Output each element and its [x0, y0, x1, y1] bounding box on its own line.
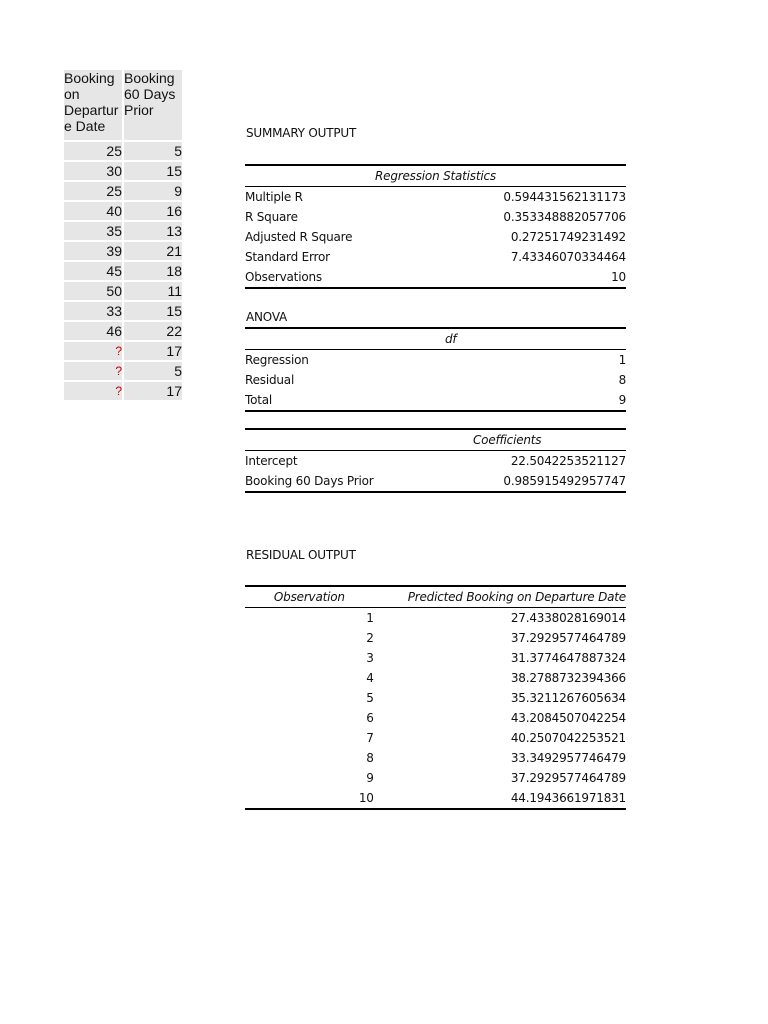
table-row	[245, 390, 626, 411]
table-row	[64, 242, 182, 262]
anova-label[interactable]: Regression	[245, 353, 309, 367]
regression-statistics-header[interactable]: Regression Statistics	[245, 165, 626, 187]
observation-number[interactable]: 3	[366, 651, 374, 665]
stat-value[interactable]: 10	[423, 267, 626, 288]
table-row	[245, 708, 626, 728]
observation-number[interactable]: 6	[366, 711, 374, 725]
observation-number[interactable]: 8	[366, 751, 374, 765]
residual-output-table	[245, 585, 626, 810]
cell-departure-unknown[interactable]: ?	[64, 362, 122, 382]
cell-prior[interactable]: 16	[122, 202, 182, 222]
observation-number[interactable]: 5	[366, 691, 374, 705]
anova-header-row	[245, 328, 626, 350]
coefficients-table	[245, 428, 626, 493]
table-row	[245, 350, 626, 371]
anova-header-df[interactable]: df	[445, 328, 626, 350]
regression-statistics-header-row	[245, 165, 626, 187]
table-row	[64, 362, 182, 382]
cell-prior[interactable]: 22	[122, 322, 182, 342]
observation-number[interactable]: 4	[366, 671, 374, 685]
anova-value[interactable]: 9	[445, 390, 626, 411]
coefficient-label[interactable]: Booking 60 Days Prior	[245, 471, 445, 492]
predicted-value[interactable]: 37.2929577464789	[510, 771, 626, 785]
cell-prior[interactable]: 13	[122, 222, 182, 242]
table-row	[245, 267, 626, 288]
table-row	[245, 648, 626, 668]
predicted-value[interactable]: 33.3492957746479	[510, 751, 626, 765]
table-row	[245, 247, 626, 267]
booking-data-table	[64, 70, 182, 402]
summary-output-title: SUMMARY OUTPUT	[246, 126, 357, 140]
stat-label[interactable]: Adjusted R Square	[245, 230, 353, 244]
predicted-value[interactable]: 38.2788732394366	[510, 671, 626, 685]
cell-departure-unknown[interactable]: ?	[64, 382, 122, 402]
observation-number[interactable]: 2	[366, 631, 374, 645]
predicted-header[interactable]: Predicted Booking on Departure Date	[374, 586, 626, 608]
cell-departure[interactable]: 35	[64, 222, 122, 242]
table-row	[64, 382, 182, 402]
coefficients-header[interactable]: Coefficients	[445, 429, 626, 451]
table-row	[245, 451, 626, 472]
anova-header-blank[interactable]	[245, 328, 445, 350]
coefficient-value[interactable]: 22.5042253521127	[510, 454, 626, 468]
anova-value[interactable]: 1	[618, 353, 626, 367]
observation-number[interactable]: 10	[245, 788, 374, 809]
booking-table-header-row	[64, 70, 182, 142]
observation-number[interactable]: 9	[366, 771, 374, 785]
cell-departure[interactable]: 25	[64, 142, 122, 162]
predicted-value[interactable]: 27.4338028169014	[510, 611, 626, 625]
regression-statistics-table	[245, 164, 626, 289]
anova-label[interactable]: Total	[245, 390, 445, 411]
cell-prior[interactable]: 15	[122, 302, 182, 322]
table-row	[245, 187, 626, 208]
cell-prior[interactable]: 17	[122, 342, 182, 362]
cell-prior[interactable]: 5	[122, 362, 182, 382]
observation-header[interactable]: Observation	[245, 586, 374, 608]
stat-value[interactable]: 0.27251749231492	[510, 230, 626, 244]
table-row	[245, 788, 626, 809]
observation-number[interactable]: 7	[366, 731, 374, 745]
table-row	[64, 302, 182, 322]
observation-number[interactable]: 1	[366, 611, 374, 625]
cell-departure[interactable]: 33	[64, 302, 122, 322]
anova-value[interactable]: 8	[618, 373, 626, 387]
predicted-value[interactable]: 40.2507042253521	[510, 731, 626, 745]
coefficient-value[interactable]: 0.985915492957747	[445, 471, 626, 492]
cell-prior[interactable]: 5	[122, 142, 182, 162]
cell-departure[interactable]: 30	[64, 162, 122, 182]
table-row	[245, 207, 626, 227]
table-row	[245, 370, 626, 390]
stat-label[interactable]: R Square	[245, 210, 298, 224]
anova-title: ANOVA	[246, 310, 288, 324]
residual-header-row	[245, 586, 626, 608]
predicted-value[interactable]: 43.2084507042254	[510, 711, 626, 725]
table-row	[64, 162, 182, 182]
cell-departure[interactable]: 25	[64, 182, 122, 202]
cell-prior[interactable]: 15	[122, 162, 182, 182]
stat-label[interactable]: Multiple R	[245, 190, 303, 204]
stat-value[interactable]: 7.43346070334464	[510, 250, 626, 264]
stat-value[interactable]: 0.594431562131173	[503, 190, 626, 204]
predicted-value[interactable]: 31.3774647887324	[510, 651, 626, 665]
table-row	[64, 262, 182, 282]
stat-value[interactable]: 0.353348882057706	[503, 210, 626, 224]
table-row	[245, 471, 626, 492]
coefficients-header-blank[interactable]	[245, 429, 445, 451]
stat-label[interactable]: Observations	[245, 267, 423, 288]
anova-label[interactable]: Residual	[245, 373, 295, 387]
table-row	[64, 222, 182, 242]
cell-departure[interactable]: 40	[64, 202, 122, 222]
table-row	[245, 688, 626, 708]
table-row	[245, 668, 626, 688]
cell-prior[interactable]: 9	[122, 182, 182, 202]
cell-departure-unknown[interactable]: ?	[64, 342, 122, 362]
cell-departure[interactable]: 46	[64, 322, 122, 342]
table-row	[245, 227, 626, 247]
predicted-value[interactable]: 35.3211267605634	[510, 691, 626, 705]
header-booking-60-days[interactable]: Booking 60 Days Prior	[122, 70, 182, 142]
cell-prior[interactable]: 17	[122, 382, 182, 402]
table-row	[245, 628, 626, 648]
coefficient-label[interactable]: Intercept	[245, 454, 298, 468]
table-row	[64, 202, 182, 222]
table-row	[64, 282, 182, 302]
cell-departure[interactable]: 45	[64, 262, 122, 282]
table-row	[64, 142, 182, 162]
table-row	[245, 608, 626, 629]
table-row	[245, 728, 626, 748]
cell-prior[interactable]: 18	[122, 262, 182, 282]
cell-departure[interactable]: 39	[64, 242, 122, 262]
header-booking-departure[interactable]: Booking on Departur e Date	[64, 70, 122, 142]
table-row	[64, 322, 182, 342]
cell-prior[interactable]: 21	[122, 242, 182, 262]
table-row	[64, 182, 182, 202]
table-row	[245, 768, 626, 788]
stat-label[interactable]: Standard Error	[245, 250, 330, 264]
anova-table	[245, 327, 626, 412]
predicted-value[interactable]: 44.1943661971831	[374, 788, 626, 809]
coefficients-header-row	[245, 429, 626, 451]
residual-output-title: RESIDUAL OUTPUT	[246, 548, 356, 562]
table-row	[245, 748, 626, 768]
table-row	[64, 342, 182, 362]
predicted-value[interactable]: 37.2929577464789	[510, 631, 626, 645]
cell-prior[interactable]: 11	[122, 282, 182, 302]
cell-departure[interactable]: 50	[64, 282, 122, 302]
